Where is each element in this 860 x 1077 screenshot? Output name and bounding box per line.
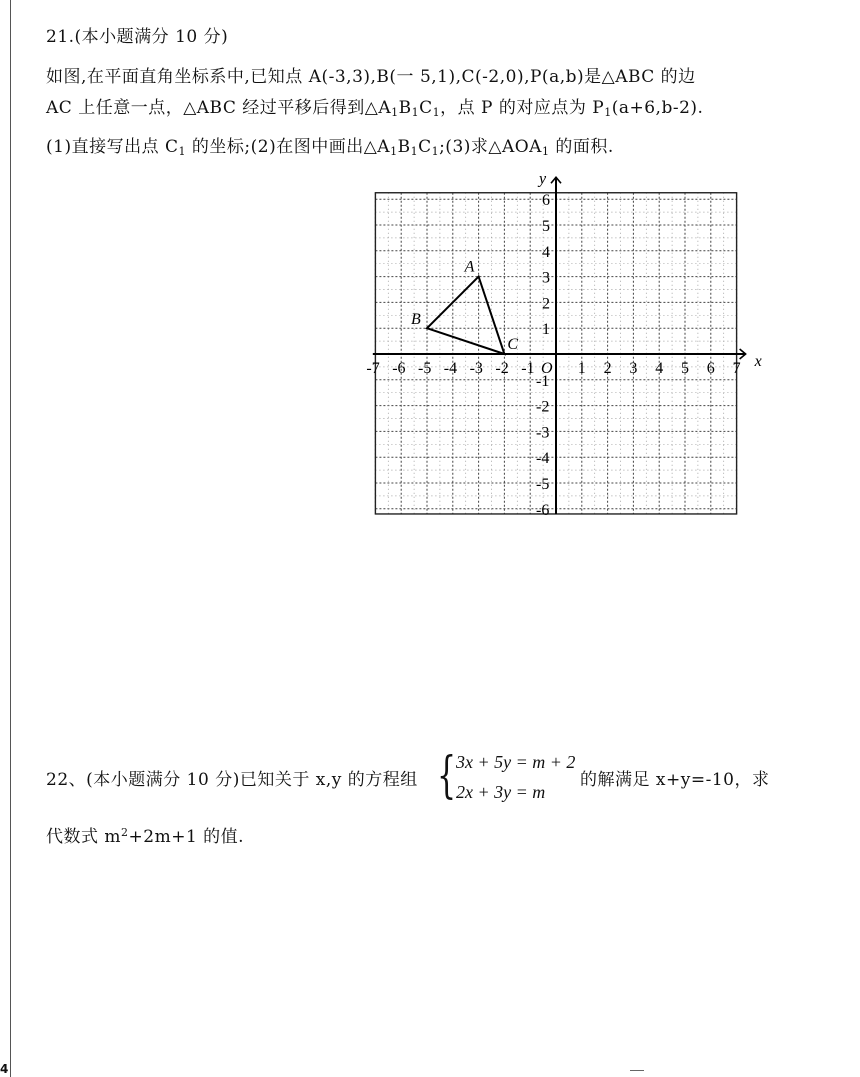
page-left-border: [10, 0, 11, 1077]
y-tick-label: -6: [536, 501, 550, 515]
y-tick-label: -3: [536, 424, 550, 442]
x-tick-label: -5: [418, 360, 432, 377]
page-number: 4: [0, 1062, 9, 1076]
point-label-a: A: [464, 258, 475, 276]
equation-1: 3x + 5y = m + 2: [456, 752, 576, 772]
x-tick-label: -6: [392, 360, 406, 377]
x-tick-label: -7: [366, 360, 380, 377]
y-tick-label: -5: [536, 476, 550, 493]
x-tick-label: -1: [521, 360, 535, 377]
equation-2: 2x + 3y = m: [456, 782, 546, 802]
x-tick-label: -4: [443, 360, 458, 377]
y-tick-label: 5: [542, 218, 550, 235]
y-tick-label: 1: [542, 321, 550, 339]
x-tick-label: 3: [629, 360, 638, 377]
x-tick-label: 2: [603, 360, 612, 377]
x-axis-label: x: [754, 353, 762, 370]
y-tick-label: -1: [536, 372, 550, 390]
q21-heading: 21.(本小题满分 10 分): [46, 27, 229, 47]
x-tick-label: -2: [495, 360, 509, 377]
y-axis-label: y: [539, 170, 547, 188]
q21-text-line1: 如图,在平面直角坐标系中,已知点 A(-3,3),B(一 5,1),C(-2,0),P(a,b)是△ABC 的边: [46, 67, 696, 87]
y-tick-label: 3: [542, 269, 550, 287]
q21-text-line2: AC 上任意一点，△ABC 经过平移后得到$\triangle A_1B_1C_1$，点 P 的对应点为 $P_1(a+6,b-2)$.: [46, 98, 704, 119]
y-tick-label: 6: [542, 192, 550, 210]
q22-text-line1a: 22、(本小题满分 10 分)已知关于 x,y 的方程组: [46, 770, 418, 790]
x-tick-label: 1: [577, 360, 586, 377]
x-tick-label: 4: [655, 360, 664, 377]
x-tick-label: 7: [732, 360, 741, 377]
equation-system-brace: {: [437, 746, 457, 804]
x-tick-label: 6: [706, 360, 715, 377]
q21-text-line3: (1)直接写出点 $C_1$ 的坐标;(2)在图中画出$\triangle A_1B_1C_1;(3)$求$\triangle AOA_1$ 的面积.: [46, 137, 614, 158]
scan-mark: [630, 1070, 644, 1071]
coordinate-grid-figure: [360, 170, 770, 515]
y-tick-label: 2: [542, 295, 550, 313]
q22-text-line1b: 的解满足 x+y=-10，求: [580, 770, 770, 790]
q22-text-line2: 代数式 $m^2+2m+1$ 的值.: [46, 826, 245, 847]
x-tick-label: -3: [469, 360, 483, 377]
triangle-abc: [427, 277, 504, 354]
x-tick-label: 5: [681, 360, 689, 377]
y-tick-label: -4: [536, 450, 550, 468]
y-tick-label: 4: [542, 243, 550, 261]
origin-label: O: [541, 360, 553, 377]
y-tick-label: -2: [536, 398, 550, 416]
point-label-c: C: [507, 336, 519, 353]
point-label-b: B: [411, 311, 421, 329]
